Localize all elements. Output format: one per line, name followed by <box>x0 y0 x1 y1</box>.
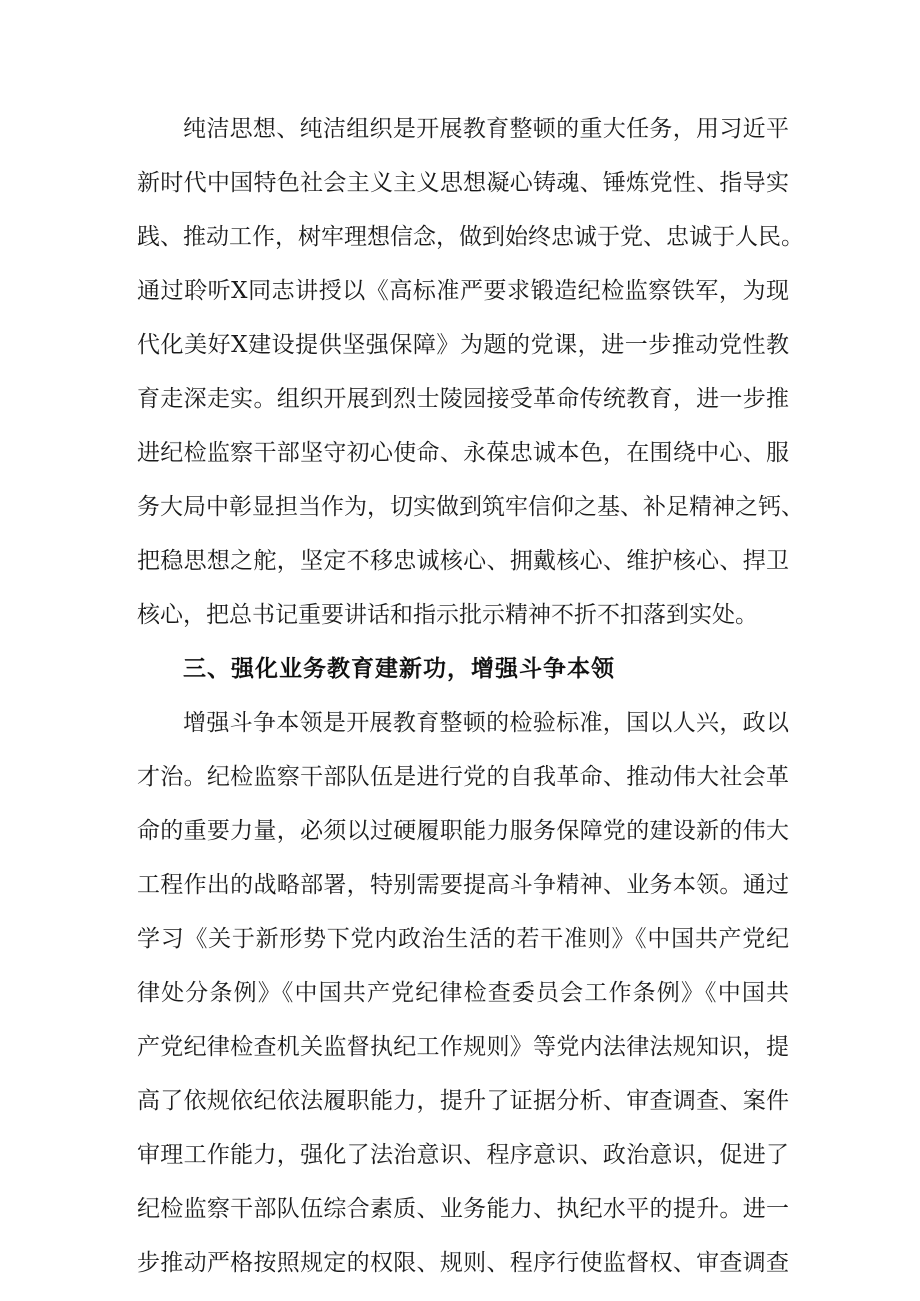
text-line: 工程作出的战略部署，特别需要提高斗争精神、业务本领。通过 <box>137 872 789 898</box>
section-heading: 三、强化业务教育建新功，增强斗争本领 <box>183 656 615 682</box>
document-body <box>137 102 804 1290</box>
text-line: 才治。纪检监察干部队伍是进行党的自我革命、推动伟大社会革 <box>137 764 789 790</box>
text-line: 学习《关于新形势下党内政治生活的若干准则》《中国共产党纪 <box>137 926 789 952</box>
text-line: 践、推动工作，树牢理想信念，做到始终忠诚于党、忠诚于人民。 <box>137 224 804 250</box>
text-line: 审理工作能力，强化了法治意识、程序意识、政治意识，促进了 <box>137 1142 789 1168</box>
text-line: 核心，把总书记重要讲话和指示批示精神不折不扣落到实处。 <box>137 602 758 628</box>
text-line: 高了依规依纪依法履职能力，提升了证据分析、审查调查、案件 <box>137 1088 789 1114</box>
text-line: 纯洁思想、纯洁组织是开展教育整顿的重大任务，用习近平 <box>183 116 789 142</box>
text-line: 通过聆听X同志讲授以《高标准严要求锻造纪检监察铁军，为现 <box>137 278 789 304</box>
text-line: 产党纪律检查机关监督执纪工作规则》等党内法律法规知识，提 <box>137 1034 789 1060</box>
text-line: 步推动严格按照规定的权限、规则、程序行使监督权、审查调查 <box>137 1250 789 1276</box>
text-line: 律处分条例》《中国共产党纪律检查委员会工作条例》《中国共 <box>137 980 789 1006</box>
text-line: 命的重要力量，必须以过硬履职能力服务保障党的建设新的伟大 <box>137 818 789 844</box>
text-line: 务大局中彰显担当作为，切实做到筑牢信仰之基、补足精神之钙、 <box>137 494 804 520</box>
paragraph-faith-education <box>137 102 804 642</box>
text-line: 把稳思想之舵，坚定不移忠诚核心、拥戴核心、维护核心、捍卫 <box>137 548 789 574</box>
text-line: 纪检监察干部队伍综合素质、业务能力、执纪水平的提升。进一 <box>137 1196 789 1222</box>
paragraph-business-education <box>137 696 789 1290</box>
text-line: 增强斗争本领是开展教育整顿的检验标准，国以人兴，政以 <box>183 710 789 736</box>
text-line: 代化美好X建设提供坚强保障》为题的党课，进一步推动党性教 <box>137 332 789 358</box>
text-line: 育走深走实。组织开展到烈士陵园接受革命传统教育，进一步推 <box>137 386 789 412</box>
text-line: 进纪检监察干部坚守初心使命、永葆忠诚本色，在围绕中心、服 <box>137 440 789 466</box>
text-line: 新时代中国特色社会主义主义思想凝心铸魂、锤炼党性、指导实 <box>137 170 789 196</box>
